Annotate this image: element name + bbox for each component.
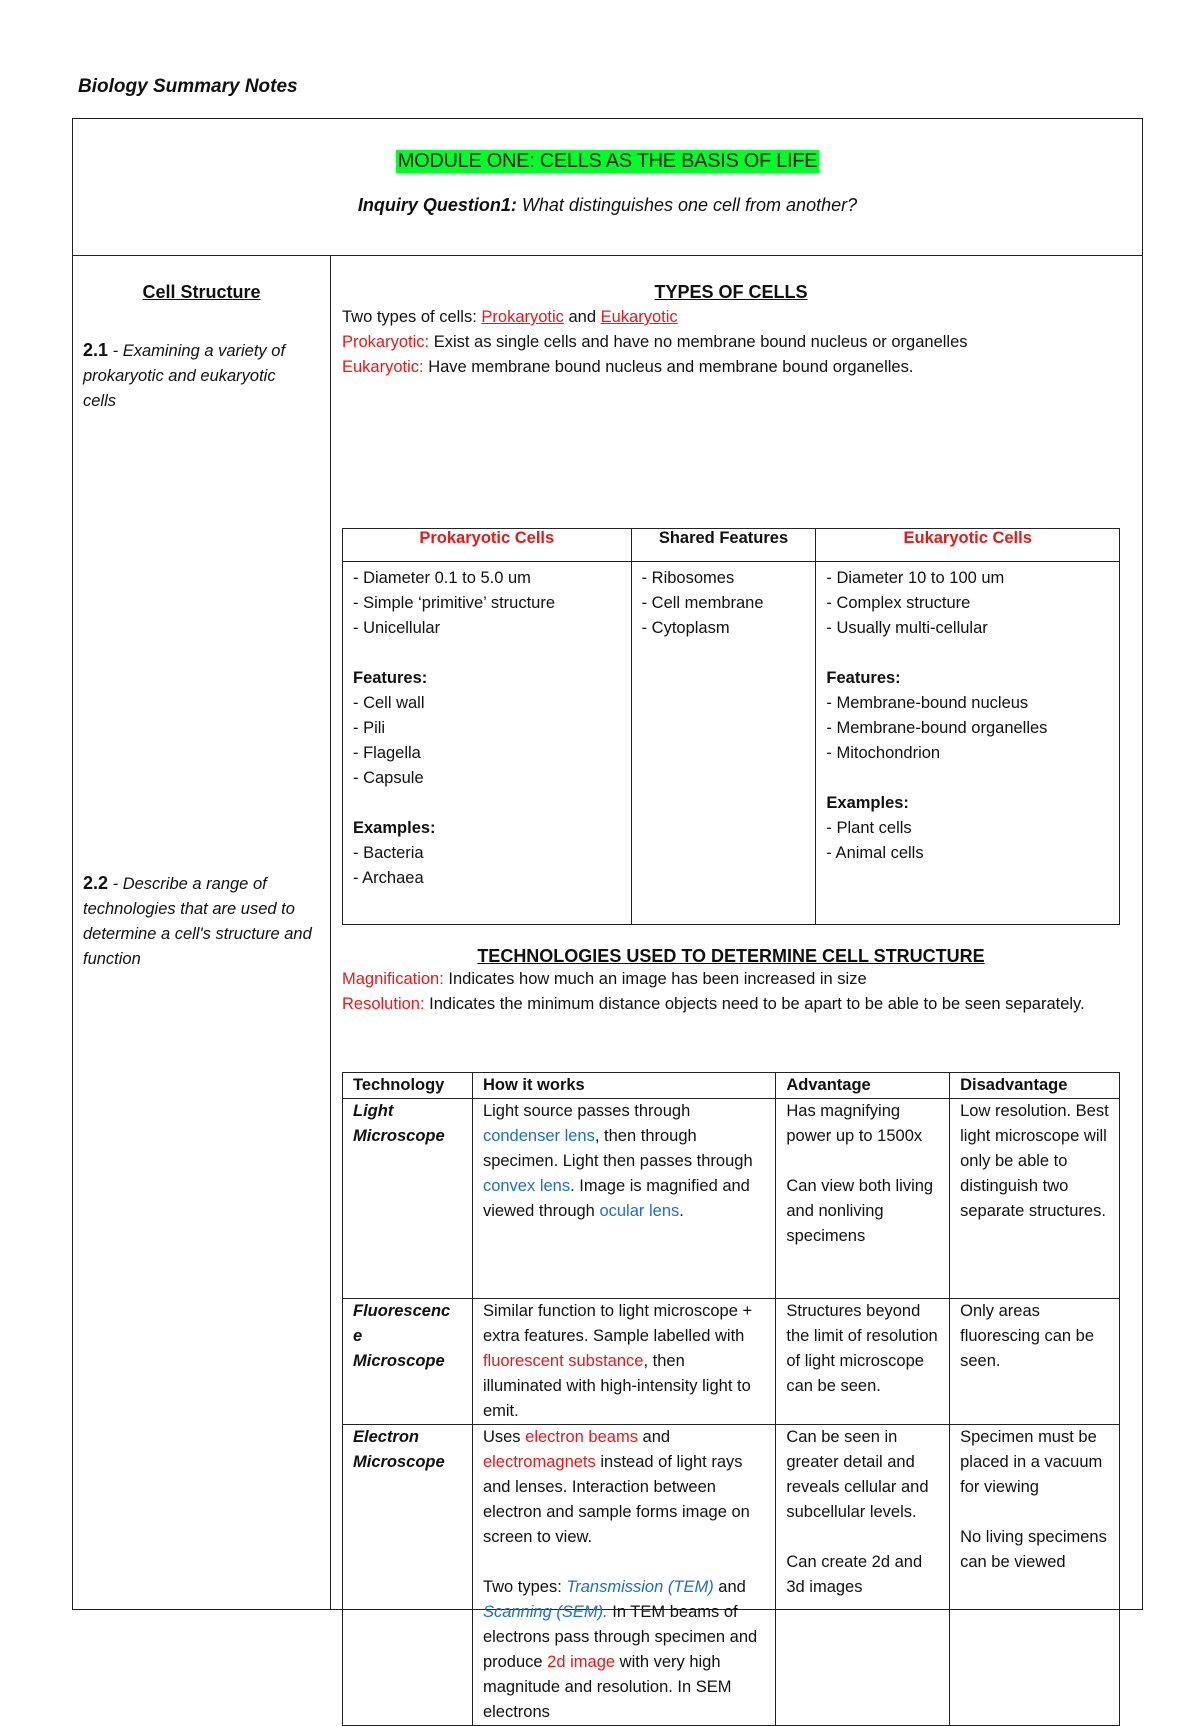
light-advantage (776, 1099, 950, 1299)
dot-point-number: 2.1 (83, 340, 109, 360)
fluorescence-microscope-name (343, 1299, 473, 1425)
content-column (331, 256, 1142, 1721)
text-run: Similar function to light microscope + extra features. Sample labelled with (482, 1302, 753, 1345)
electron-advantage (776, 1425, 950, 1726)
light-microscope-name (343, 1099, 473, 1299)
condenser-lens-term: condenser lens (482, 1127, 595, 1145)
prokaryotic-cell (343, 562, 632, 925)
prokaryotic-definition (342, 330, 1120, 355)
syllabus-column (73, 256, 331, 1609)
list-item: - Ribosomes (641, 569, 735, 587)
fluorescence-advantage: Structures beyond the limit of resolution of light microscope can be seen. (776, 1299, 950, 1425)
text-run: Two types: (482, 1578, 567, 1596)
document-title: Biology Summary Notes (78, 76, 298, 97)
list-item: - Cell membrane (641, 594, 764, 612)
text-run: with very high magnitude and resolution. In SEM electrons (482, 1653, 732, 1721)
advantage-text: Has magnifying power up to 1500x (786, 1102, 923, 1145)
list-item: - Flagella (353, 744, 421, 762)
eukaryotic-def-text: Have membrane bound nucleus and membrane bound organelles. (423, 358, 914, 376)
cell-types-table (342, 528, 1120, 925)
list-item: - Diameter 0.1 to 5.0 um (353, 569, 531, 587)
inquiry-label: Inquiry Question1: (357, 195, 517, 215)
list-item: - Plant cells (826, 819, 912, 837)
technologies-section (342, 946, 1120, 1017)
prokaryotic-column-header: Prokaryotic Cells (343, 529, 632, 562)
text-run: , then through specimen. Light then passes through (482, 1127, 753, 1170)
name-line: Electron (353, 1428, 420, 1446)
electron-beams-term: electron beams (525, 1428, 638, 1446)
list-item: - Diameter 10 to 100 um (826, 569, 1005, 587)
scanning-term: Scanning (SEM). (482, 1603, 608, 1621)
examples-label: Examples: (826, 794, 909, 812)
name-line: Light (353, 1102, 394, 1120)
ocular-lens-term: ocular lens (599, 1202, 680, 1220)
technologies-table (342, 1072, 1120, 1726)
convex-lens-term: convex lens (482, 1177, 571, 1195)
dot-point-text: Describe a range of technologies that are used to determine a cell's structure and function (83, 875, 312, 968)
list-item: - Usually multi-cellular (826, 619, 988, 637)
shared-cell (631, 562, 816, 925)
magnification-definition (342, 967, 1120, 992)
list-item: - Simple ‘primitive’ structure (353, 594, 556, 612)
inquiry-text: What distinguishes one cell from another? (521, 195, 858, 215)
intro-prefix: Two types of cells: (342, 308, 482, 326)
text-run: and (713, 1578, 746, 1596)
name-line: e (353, 1327, 363, 1345)
table-row (343, 1425, 1120, 1726)
resolution-def-text: Indicates the minimum distance objects need to be apart to be able to be seen separately. (424, 995, 1085, 1013)
name-line: Fluorescenc (353, 1302, 451, 1320)
name-line: Microscope (353, 1453, 445, 1471)
text-run: Light source passes through (482, 1102, 691, 1120)
text-run: . Image is magnified and viewed through (482, 1177, 750, 1220)
disadvantage-column-header: Disadvantage (950, 1073, 1120, 1099)
text-run: In TEM beams of electrons pass through specimen and produce (482, 1603, 758, 1671)
list-item: - Pili (353, 719, 386, 737)
dot-point-2-2: 2.2 - Describe a range of technologies that are used to determine a cell's structure and function (83, 873, 312, 968)
disadvantage-text: No living specimens can be viewed (960, 1528, 1107, 1571)
list-item: - Membrane-bound nucleus (826, 694, 1029, 712)
eukaryotic-label: Eukaryotic: (342, 358, 424, 376)
name-line: Microscope (353, 1352, 445, 1370)
table-row (343, 1299, 1120, 1425)
magnification-def-text: Indicates how much an image has been increased in size (443, 970, 867, 988)
list-item: - Complex structure (826, 594, 971, 612)
electromagnets-term: electromagnets (482, 1453, 596, 1471)
types-heading: TYPES OF CELLS (654, 282, 808, 302)
disadvantage-text: Specimen must be placed in a vacuum for viewing (960, 1428, 1103, 1496)
electron-how-it-works (472, 1425, 775, 1726)
examples-label: Examples: (353, 819, 436, 837)
cell-structure-heading: Cell Structure (142, 282, 261, 302)
technology-column-header: Technology (343, 1073, 473, 1099)
light-disadvantage: Low resolution. Best light microscope will only be able to distinguish two separate structures. (950, 1099, 1120, 1299)
dot-point-2-1: 2.1 - Examining a variety of prokaryotic and eukaryotic cells (83, 340, 286, 410)
text-run: instead of light rays and lenses. Interaction between electron and sample forms image on screen to view. (482, 1453, 750, 1546)
inquiry-question (73, 195, 1142, 216)
light-how-it-works (472, 1099, 775, 1299)
shared-column-header: Shared Features (631, 529, 816, 562)
technologies-heading: TECHNOLOGIES USED TO DETERMINE CELL STRUCTURE (477, 946, 985, 966)
text-run: and (637, 1428, 671, 1446)
module-header (73, 119, 1142, 256)
list-item: - Membrane-bound organelles (826, 719, 1048, 737)
advantage-text: Can create 2d and 3d images (786, 1553, 923, 1596)
name-line: Microscope (353, 1127, 445, 1145)
transmission-term: Transmission (TEM) (566, 1578, 714, 1596)
list-item: - Animal cells (826, 844, 924, 862)
eukaryotic-definition (342, 355, 1120, 380)
text-run: Uses (482, 1428, 526, 1446)
magnification-label: Magnification: (342, 970, 444, 988)
prokaryotic-def-text: Exist as single cells and have no membrane bound nucleus or organelles (429, 333, 968, 351)
list-item: - Mitochondrion (826, 744, 941, 762)
electron-disadvantage (950, 1425, 1120, 1726)
table-row (343, 1099, 1120, 1299)
module-title: MODULE ONE: CELLS AS THE BASIS OF LIFE (397, 150, 818, 172)
list-item: - Cytoplasm (641, 619, 730, 637)
features-label: Features: (353, 669, 428, 687)
fluorescence-disadvantage: Only areas fluorescing can be seen. (950, 1299, 1120, 1425)
advantage-column-header: Advantage (776, 1073, 950, 1099)
types-of-cells-section (342, 282, 1120, 380)
summary-table (72, 118, 1143, 1721)
features-label: Features: (826, 669, 901, 687)
list-item: - Archaea (353, 869, 424, 887)
list-item: - Unicellular (353, 619, 441, 637)
fluorescence-how-it-works (472, 1299, 775, 1425)
text-run: , then illuminated with high-intensity light to emit. (482, 1352, 751, 1420)
electron-microscope-name (343, 1425, 473, 1726)
prokaryotic-label: Prokaryotic: (342, 333, 430, 351)
eukaryotic-term: Eukaryotic (600, 308, 678, 326)
advantage-text: Can view both living and nonliving specimens (786, 1177, 934, 1245)
dot-point-number: 2.2 (83, 873, 109, 893)
intro-and: and (563, 308, 601, 326)
dot-point-text: Examining a variety of prokaryotic and eukaryotic cells (83, 342, 286, 410)
eukaryotic-cell (816, 562, 1120, 925)
prokaryotic-term: Prokaryotic (481, 308, 564, 326)
advantage-text: Can be seen in greater detail and reveals cellular and subcellular levels. (786, 1428, 929, 1521)
text-run: . (679, 1202, 684, 1220)
list-item: - Capsule (353, 769, 424, 787)
list-item: - Bacteria (353, 844, 424, 862)
list-item: - Cell wall (353, 694, 425, 712)
eukaryotic-column-header: Eukaryotic Cells (816, 529, 1120, 562)
resolution-definition (342, 992, 1120, 1017)
fluorescent-substance-term: fluorescent substance (482, 1352, 644, 1370)
2d-image-term: 2d image (547, 1653, 616, 1671)
types-intro (342, 305, 1120, 330)
how-column-header: How it works (472, 1073, 775, 1099)
resolution-label: Resolution: (342, 995, 425, 1013)
